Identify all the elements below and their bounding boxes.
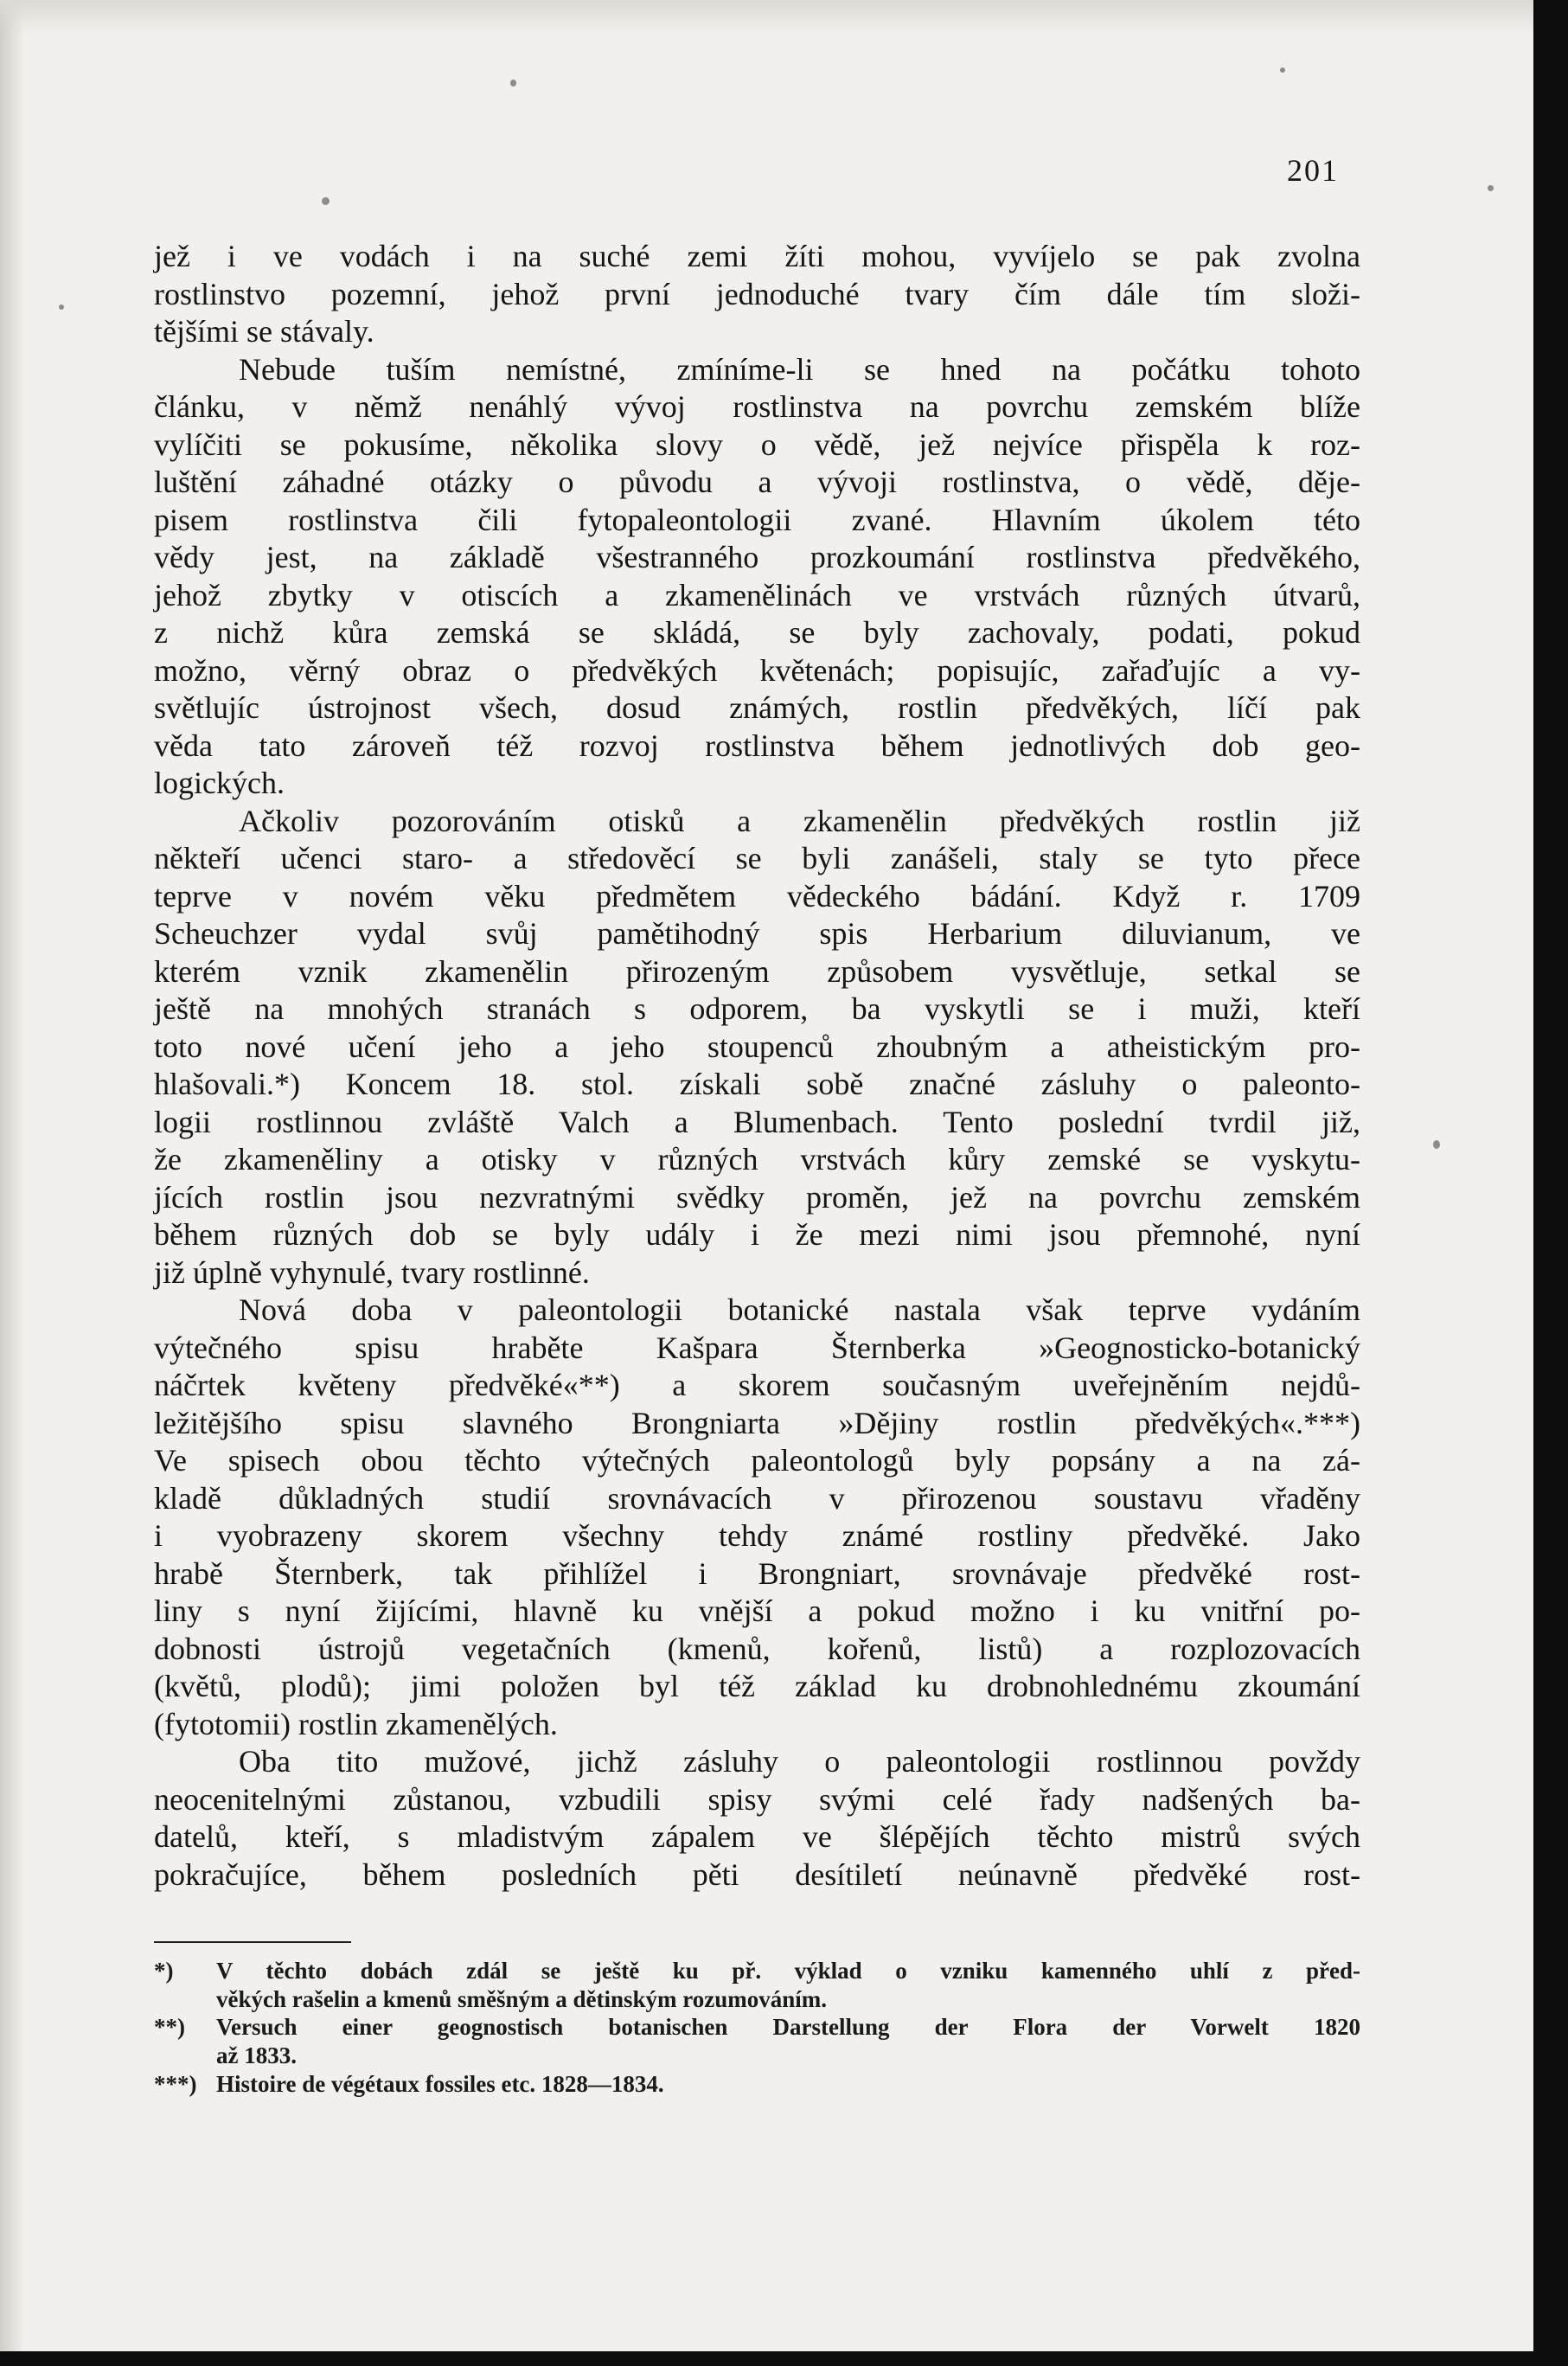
text-line: logických. [154, 766, 285, 800]
footnote-mark: **) [154, 2014, 185, 2041]
text-line: jehož zbytky v otiscích a zkamenělinách ve vrstvách různých útvarů, [154, 577, 1360, 612]
text-line: článku, v němž nenáhlý vývoj rostlinstva na povrchu zemském blíže [154, 389, 1360, 424]
text-line: tějšími se stávaly. [154, 314, 374, 349]
text-line: výtečného spisu hraběte Kašpara Šternberka »Geognosticko-botanický [154, 1330, 1360, 1365]
text-line: ležitějšího spisu slavného Brongniarta »Dějiny rostlin předvěkých«.***) [154, 1405, 1360, 1440]
text-line: (květů, plodů); jimi položen byl též základ ku drobnohlednému zkoumání [154, 1669, 1360, 1703]
paper-speck [322, 197, 330, 205]
text-line: luštění záhadné otázky o původu a vývoji rostlinstva, o vědě, děje- [154, 465, 1360, 499]
text-line: toto nové učení jeho a jeho stoupenců zhoubným a atheistickým pro- [154, 1029, 1360, 1064]
text-line: věda tato zároveň též rozvoj rostlinstva během jednotlivých dob geo- [154, 728, 1360, 763]
text-line: kladě důkladných studií srovnávacích v přirozenou soustavu vřaděny [154, 1480, 1360, 1516]
footnote-line [154, 2070, 1360, 2099]
text-line: již úplně vyhynulé, tvary rostlinné. [154, 1254, 590, 1290]
text-line: vylíčiti se pokusíme, několika slovy o vědě, jež nejvíce přispěla k roz- [154, 426, 1360, 462]
text-line: vědy jest, na základě všestranného prozkoumání rostlinstva předvěkého, [154, 540, 1360, 574]
text-line: rostlinstvo pozemní, jehož první jednoduché tvary čím dále tím složi- [154, 276, 1360, 311]
text-line: kterém vznik zkamenělin přirozeným způsobem vysvětluje, setkal se [154, 953, 1360, 989]
footnote-text: Versuch einer geognostisch botanischen Darstellung der Flora der Vorwelt 1820 [216, 2014, 1360, 2041]
paper-speck [1433, 1140, 1440, 1149]
footnote-mark: *) [154, 1958, 174, 1984]
text-line: že zkameněliny a otisky v různých vrstvách kůry zemské se vyskytu- [154, 1142, 1360, 1177]
footnote-divider [154, 1941, 351, 1943]
footnote-text: Histoire de végétaux fossiles etc. 1828—1834. [216, 2070, 664, 2097]
text-line: logii rostlinnou zvláště Valch a Blumenbach. Tento poslední tvrdil již, [154, 1104, 1360, 1139]
text-line: datelů, kteří, s mladistvým zápalem ve šlépějích těchto mistrů svých [154, 1819, 1360, 1854]
text-line: pisem rostlinstva čili fytopaleontologii zvané. Hlavním úkolem této [154, 502, 1360, 537]
footnote-line: věkých rašelin a kmenů směšným a dětinským rozumováním. [216, 1985, 828, 2012]
text-line: možno, věrný obraz o předvěkých květenách; popisujíc, zařaďujíc a vy- [154, 652, 1360, 688]
text-line: jež i ve vodách i na suché zemi žíti mohou, vyvíjelo se pak zvolna [154, 239, 1360, 273]
text-line: ještě na mnohých stranách s odporem, ba vyskytli se i muži, kteří [154, 991, 1360, 1026]
paragraph-start-line: Nová doba v paleontologii botanické nastala však teprve vydáním [239, 1292, 1360, 1327]
paper-speck [59, 305, 64, 310]
footnote-mark: ***) [154, 2070, 197, 2097]
paragraph-start-line: Ačkoliv pozorováním otisků a zkamenělin předvěkých rostlin již [239, 803, 1360, 838]
text-line: Ve spisech obou těchto výtečných paleontologů byly popsány a na zá- [154, 1443, 1360, 1478]
paper-speck [1280, 67, 1285, 73]
paragraph-start-line: Oba tito mužové, jichž zásluhy o paleontologii rostlinnou povždy [239, 1744, 1360, 1779]
text-line: neocenitelnými zůstanou, vzbudili spisy svými celé řady nadšených ba- [154, 1781, 1360, 1817]
text-line: náčrtek květeny předvěké«**) a skorem současným uveřejněním nejdů- [154, 1368, 1360, 1402]
text-line: dobnosti ústrojů vegetačních (kmenů, kořenů, listů) a rozplozovacích [154, 1631, 1360, 1666]
text-line: liny s nyní žijícími, hlavně ku vnější a pokud možno i ku vnitřní po- [154, 1593, 1360, 1628]
text-line: hlašovali.*) Koncem 18. stol. získali sobě značné zásluhy o paleonto- [154, 1067, 1360, 1101]
text-line: světlujíc ústrojnost všech, dosud známých, rostlin předvěkých, líčí pak [154, 690, 1360, 725]
footnote-text: V těchto dobách zdál se ještě ku př. výklad o vzniku kamenného uhlí z před- [216, 1958, 1360, 1984]
footnote-line [154, 1957, 1360, 1985]
footnote-line [154, 2013, 1360, 2042]
page-number: 201 [1287, 153, 1339, 188]
footnote-line: až 1833. [216, 2042, 297, 2069]
text-line: jících rostlin jsou nezvratnými svědky proměn, jež na povrchu zemském [154, 1179, 1360, 1215]
main-text [154, 238, 1360, 1894]
text-line: i vyobrazeny skorem všechny tehdy známé rostliny předvěké. Jako [154, 1518, 1360, 1553]
paper-speck [1488, 185, 1494, 191]
paragraph-start-line: Nebude tuším nemístné, zmíníme-li se hned na počátku tohoto [239, 351, 1360, 387]
text-line: z nichž kůra zemská se skládá, se byly zachovaly, podati, pokud [154, 615, 1360, 650]
text-line: (fytotomii) rostlin zkamenělých. [154, 1706, 558, 1741]
text-line: hrabě Šternberk, tak přihlížel i Brongniart, srovnávaje předvěké rost- [154, 1555, 1360, 1591]
text-line: někteří učenci staro- a středověcí se byli zanášeli, staly se tyto přece [154, 841, 1360, 875]
paper-speck [510, 80, 516, 87]
text-line: teprve v novém věku předmětem vědeckého bádání. Když r. 1709 [154, 878, 1360, 914]
text-line: Scheuchzer vydal svůj pamětihodný spis Herbarium diluvianum, ve [154, 916, 1360, 951]
text-line: během různých dob se byly udály i že mezi nimi jsou přemnohé, nyní [154, 1217, 1360, 1252]
footnotes [154, 1957, 1360, 2098]
text-line: pokračujíce, během posledních pěti desítiletí neúnavně předvěké rost- [154, 1856, 1360, 1892]
